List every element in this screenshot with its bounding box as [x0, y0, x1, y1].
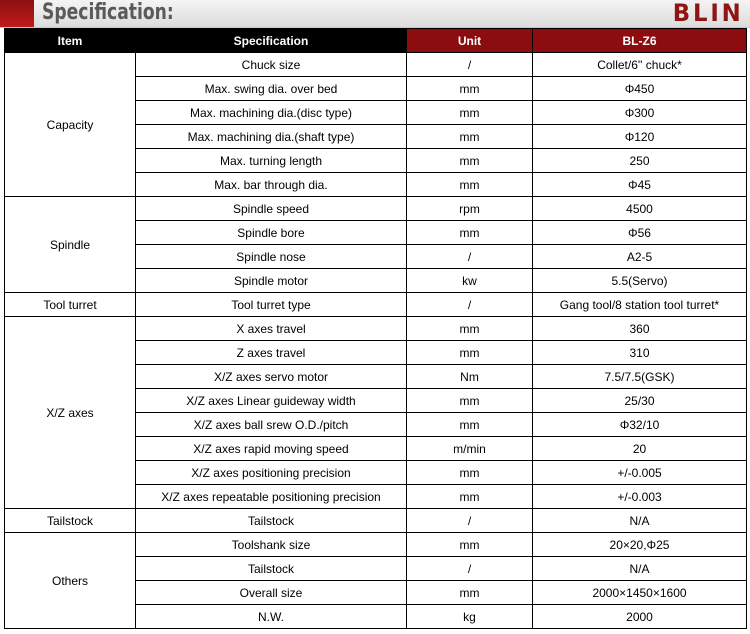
unit-cell: mm — [407, 101, 533, 125]
spec-cell: Chuck size — [136, 53, 407, 77]
value-cell: 2000 — [533, 605, 747, 629]
group-label: Spindle — [5, 197, 136, 293]
spec-cell: Z axes travel — [136, 341, 407, 365]
unit-cell: mm — [407, 389, 533, 413]
value-cell: Φ32/10 — [533, 413, 747, 437]
unit-cell: kg — [407, 605, 533, 629]
value-cell: 25/30 — [533, 389, 747, 413]
table-body — [5, 53, 747, 629]
value-cell: 5.5(Servo) — [533, 269, 747, 293]
unit-cell: / — [407, 509, 533, 533]
value-cell: +/-0.003 — [533, 485, 747, 509]
value-cell: 2000×1450×1600 — [533, 581, 747, 605]
unit-cell: mm — [407, 221, 533, 245]
unit-cell: mm — [407, 533, 533, 557]
header-accent-bar — [0, 0, 34, 27]
value-cell: Φ450 — [533, 77, 747, 101]
table-row — [5, 509, 747, 533]
spec-cell: X/Z axes servo motor — [136, 365, 407, 389]
unit-cell: kw — [407, 269, 533, 293]
unit-cell: mm — [407, 341, 533, 365]
unit-cell: mm — [407, 581, 533, 605]
column-header-unit: Unit — [407, 29, 533, 53]
column-header-item: Item — [5, 29, 136, 53]
value-cell: A2-5 — [533, 245, 747, 269]
value-cell: 310 — [533, 341, 747, 365]
unit-cell: mm — [407, 413, 533, 437]
unit-cell: / — [407, 293, 533, 317]
page-header — [0, 0, 750, 28]
group-label: Capacity — [5, 53, 136, 197]
spec-cell: Overall size — [136, 581, 407, 605]
spec-cell: Tailstock — [136, 557, 407, 581]
value-cell: Φ45 — [533, 173, 747, 197]
unit-cell: / — [407, 557, 533, 581]
spec-cell: Spindle motor — [136, 269, 407, 293]
value-cell: Gang tool/8 station tool turret* — [533, 293, 747, 317]
unit-cell: m/min — [407, 437, 533, 461]
spec-cell: X/Z axes ball srew O.D./pitch — [136, 413, 407, 437]
value-cell: 20×20,Φ25 — [533, 533, 747, 557]
page-title: Specification: — [42, 0, 174, 25]
spec-cell: Max. turning length — [136, 149, 407, 173]
unit-cell: mm — [407, 173, 533, 197]
spec-cell: X/Z axes repeatable positioning precision — [136, 485, 407, 509]
group-label: Others — [5, 533, 136, 629]
spec-cell: Spindle speed — [136, 197, 407, 221]
unit-cell: mm — [407, 149, 533, 173]
value-cell: Φ120 — [533, 125, 747, 149]
spec-cell: X/Z axes positioning precision — [136, 461, 407, 485]
unit-cell: rpm — [407, 197, 533, 221]
specification-table — [4, 28, 747, 629]
unit-cell: / — [407, 53, 533, 77]
value-cell: 7.5/7.5(GSK) — [533, 365, 747, 389]
spec-cell: N.W. — [136, 605, 407, 629]
spec-cell: Spindle bore — [136, 221, 407, 245]
unit-cell: mm — [407, 485, 533, 509]
table-row — [5, 533, 747, 557]
spec-cell: Max. machining dia.(shaft type) — [136, 125, 407, 149]
column-header-model: BL-Z6 — [533, 29, 747, 53]
spec-cell: X axes travel — [136, 317, 407, 341]
unit-cell: mm — [407, 461, 533, 485]
unit-cell: mm — [407, 317, 533, 341]
table-row — [5, 293, 747, 317]
table-row — [5, 53, 747, 77]
value-cell: 20 — [533, 437, 747, 461]
spec-cell: Max. swing dia. over bed — [136, 77, 407, 101]
unit-cell: Nm — [407, 365, 533, 389]
spec-cell: Spindle nose — [136, 245, 407, 269]
value-cell: +/-0.005 — [533, 461, 747, 485]
value-cell: N/A — [533, 557, 747, 581]
spec-cell: X/Z axes rapid moving speed — [136, 437, 407, 461]
table-row — [5, 197, 747, 221]
group-label: Tool turret — [5, 293, 136, 317]
spec-cell: Tool turret type — [136, 293, 407, 317]
value-cell: 360 — [533, 317, 747, 341]
value-cell: 250 — [533, 149, 747, 173]
group-label: X/Z axes — [5, 317, 136, 509]
unit-cell: / — [407, 245, 533, 269]
value-cell: Φ300 — [533, 101, 747, 125]
value-cell: 4500 — [533, 197, 747, 221]
unit-cell: mm — [407, 77, 533, 101]
value-cell: Collet/6'' chuck* — [533, 53, 747, 77]
column-header-specification: Specification — [136, 29, 407, 53]
brand-logo: BLIN — [673, 0, 744, 27]
spec-cell: Max. machining dia.(disc type) — [136, 101, 407, 125]
table-header-row — [5, 29, 747, 53]
spec-cell: Toolshank size — [136, 533, 407, 557]
value-cell: N/A — [533, 509, 747, 533]
group-label: Tailstock — [5, 509, 136, 533]
spec-cell: X/Z axes Linear guideway width — [136, 389, 407, 413]
unit-cell: mm — [407, 125, 533, 149]
spec-cell: Tailstock — [136, 509, 407, 533]
table-row — [5, 317, 747, 341]
spec-cell: Max. bar through dia. — [136, 173, 407, 197]
value-cell: Φ56 — [533, 221, 747, 245]
